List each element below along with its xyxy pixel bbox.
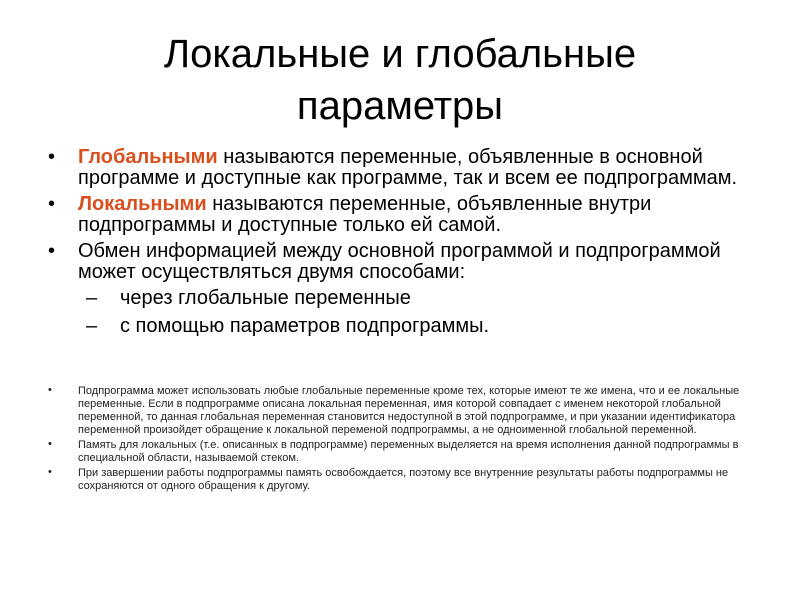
slide-title-line-1: Локальные и глобальные — [163, 32, 637, 76]
note-item — [48, 467, 758, 493]
bullet-local-definition — [48, 194, 768, 236]
bullet-marker: • — [48, 240, 56, 262]
sub-item-text: с помощью параметров подпрограммы. — [120, 315, 490, 337]
note-marker: • — [48, 466, 52, 478]
sub-item-text: через глобальные переменные — [120, 287, 411, 309]
bullet-marker: • — [48, 193, 56, 215]
bullet-text: Обмен информацией между основной программой и подпрограммой может осуществляться двумя способами: — [78, 240, 721, 283]
highlight-local: Локальными — [78, 193, 207, 215]
highlight-global: Глобальными — [78, 146, 218, 168]
note-text: Подпрограмма может использовать любые глобальные переменные кроме тех, которые имеют те же имена, что и ее локальные переменные. Если в подпрограмме описана локальная переменная, имя которой совпадает с именем некоторой глобальной переменной, то данная глобальная переменная становится недоступной в этой подпрограмме, и при указании идентификатора переменной произойдет обращение к локальной переменой подпрограммы, а не одноименной глобальной переменной. — [78, 385, 740, 436]
note-text: Память для локальных (т.е. описанных в подпрограмме) переменных выделяется на время исполнения данной подпрограммы в специальной области, называемой стеком. — [78, 439, 739, 464]
slide-title-line-2: параметры — [296, 84, 504, 128]
bullet-text: называются переменные, объявленные внутри подпрограммы и доступные только ей самой. — [78, 193, 652, 236]
sub-item-global-variables — [86, 288, 768, 309]
slide-title — [60, 28, 740, 132]
main-bullet-list — [48, 147, 768, 344]
bullet-exchange-methods — [48, 241, 768, 337]
dash-marker: – — [86, 287, 98, 309]
note-text: При завершении работы подпрограммы память освобождается, поэтому все внутренние результаты работы подпрограммы не сохраняются от одного обращения к другому. — [78, 467, 729, 492]
bullet-global-definition — [48, 147, 768, 189]
sub-item-parameters — [86, 316, 768, 337]
note-item — [48, 439, 758, 465]
notes-list — [48, 385, 758, 495]
note-marker: • — [48, 384, 52, 396]
sub-bullet-list — [78, 288, 768, 337]
note-marker: • — [48, 438, 52, 450]
bullet-marker: • — [48, 146, 56, 168]
note-item — [48, 385, 758, 437]
dash-marker: – — [86, 315, 98, 337]
bullet-text: называются переменные, объявленные в основной программе и доступные как программе, так и всем ее подпрограммам. — [78, 146, 738, 189]
